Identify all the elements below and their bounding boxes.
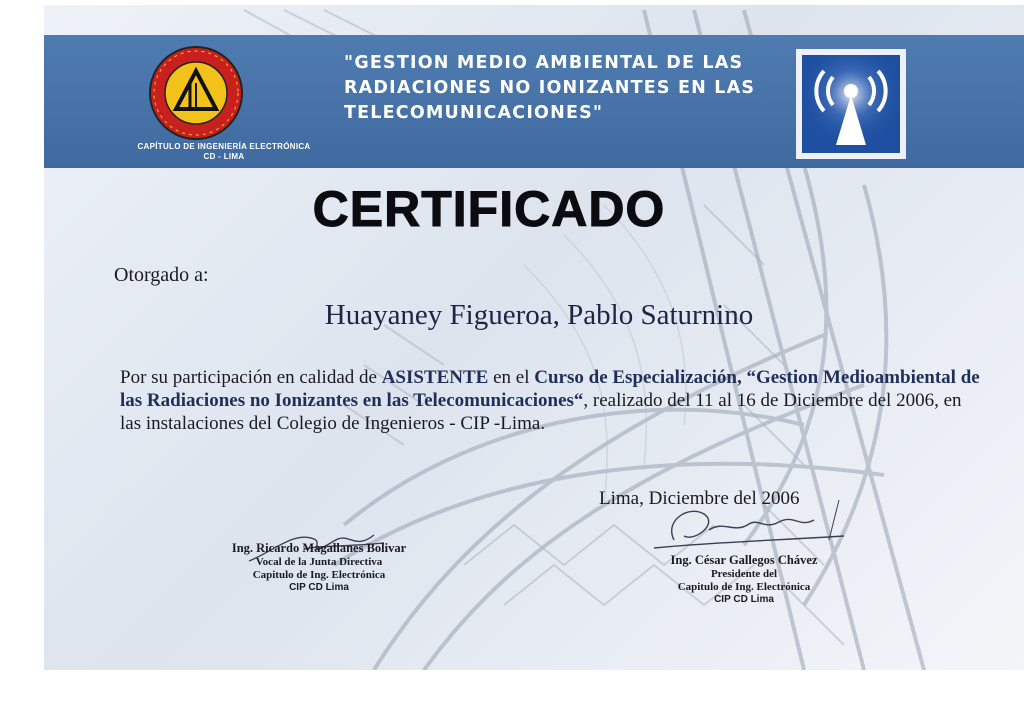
body-intro: Por su participación en calidad de [120, 367, 382, 388]
body-mid: en el [488, 367, 535, 388]
signature-block-left [214, 541, 424, 593]
certificate-body [120, 366, 980, 435]
chapter-line-2: CD - LIMA [203, 152, 245, 161]
certificate-page [44, 5, 1024, 670]
body-program: Curso de Especialización [534, 367, 737, 388]
recipient-name: Huayaney Figueroa, Pablo Saturnino [324, 299, 754, 331]
signer-org: CIP CD Lima [289, 582, 349, 593]
place-date: Lima, Diciembre del 2006 [599, 488, 800, 509]
body-course-name: , “Gestion Medioambiental de las Radiaciones no Ionizantes en las Telecomunicaciones“ [120, 367, 980, 411]
signer-org: CIP CD Lima [714, 594, 774, 605]
chapter-name [99, 142, 349, 162]
awarded-to-label: Otorgado a: [114, 264, 209, 286]
signer-name: Ing. César Gallegos Chávez [670, 553, 818, 567]
signer-name: Ing. Ricardo Magallanes Bolivar [231, 541, 407, 555]
certificate-heading: CERTIFICADO [312, 181, 666, 237]
right-handwritten-signature [634, 500, 854, 560]
signature-block-right [644, 553, 844, 605]
antenna-radiation-icon [796, 49, 906, 159]
chapter-line-1: CAPÍTULO DE INGENIERÍA ELECTRÓNICA [137, 142, 311, 151]
body-details: , realizado del 11 al 16 de Diciembre del 2006, en las instalaciones del Colegio de Ingenieros - CIP -Lima. [120, 390, 962, 434]
signer-role-line-2: Capitulo de Ing. Electrónica [252, 569, 386, 581]
colegio-ingenieros-logo [148, 45, 244, 141]
signer-role-line-2: Capitulo de Ing. Electrónica [677, 581, 811, 593]
course-title: "GESTION MEDIO AMBIENTAL DE LAS RADIACIONES NO IONIZANTES EN LAS TELECOMUNICACIONES" [344, 53, 756, 123]
signer-role-line-1: Presidente del [710, 568, 778, 580]
body-role: ASISTENTE [381, 367, 489, 388]
signer-role-line-1: Vocal de la Junta Directiva [255, 556, 383, 568]
